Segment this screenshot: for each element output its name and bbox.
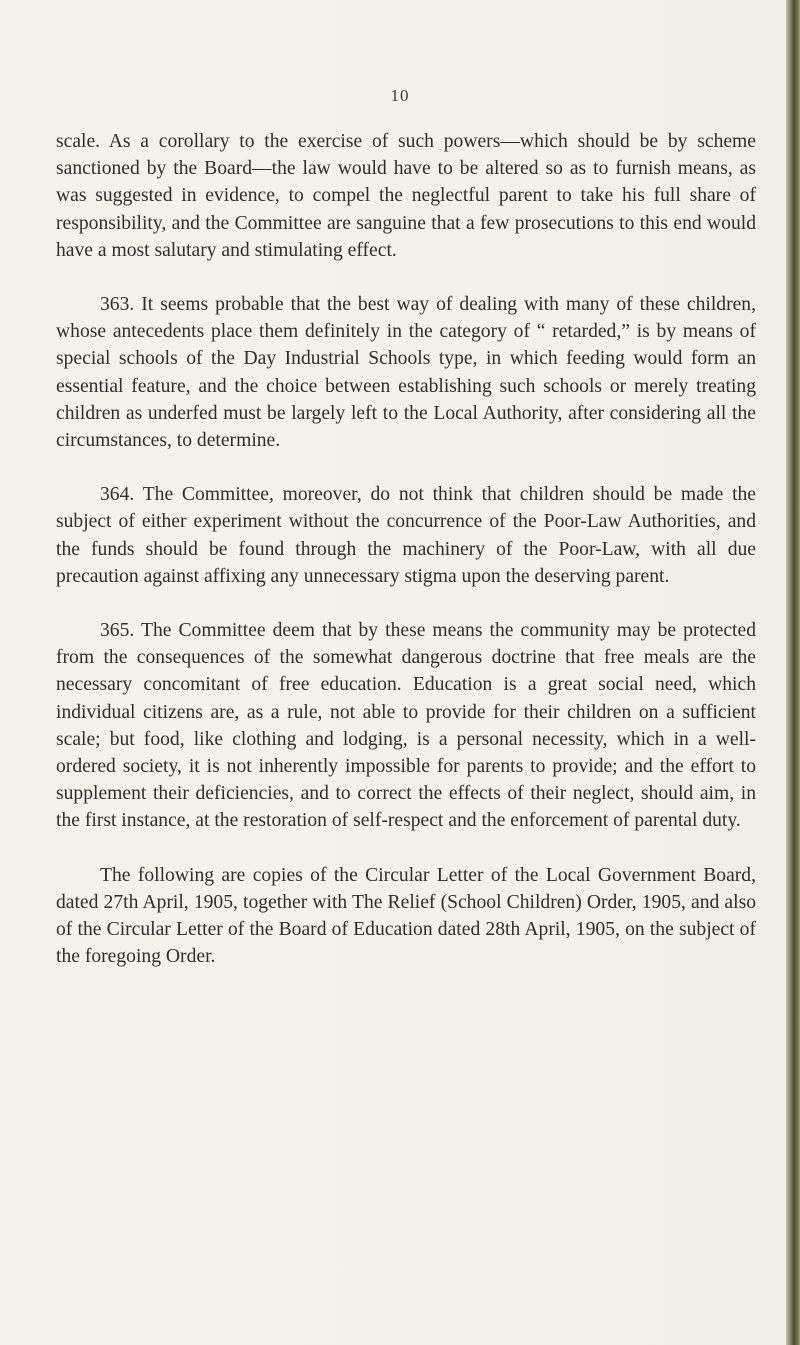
paragraph-text: The Committee deem that by these means the community may be protected from the consequences of the somewhat dangerous doctrine that free meals are the necessary concomitant of free education. Education is a great social need, which individual citizens are, as a rule, not able to provide for their children on a sufficient scale; but food, like clothing and lodging, is a personal necessity, which in a well-ordered society, it is not inherently impossible for parents to provide; and the effort to supplement their deficiencies, and to correct the effects of their neglect, should aim, in the first instance, at the restoration of self-respect and the enforcement of parental duty. [56, 620, 756, 832]
paragraph-365 [56, 617, 756, 835]
paragraph-text: The Committee, moreover, do not think that children should be made the subject of either experiment without the concurrence of the Poor-Law Authorities, and the funds should be found through the machinery of the Poor-Law, with all due precaution against affixing any unnecessary stigma upon the deserving parent. [56, 484, 757, 587]
paragraph-continuation [56, 128, 756, 264]
paragraph-363 [56, 291, 756, 454]
page-number: 10 [390, 86, 410, 105]
paragraph-364 [56, 481, 756, 590]
paragraph-closing-note [56, 862, 756, 971]
paragraph-number: 363. [100, 294, 135, 316]
paragraph-text: It seems probable that the best way of dealing with many of these children, whose antecedents place them definitely in the category of “ retarded,” is by means of special schools of the Day Industrial Schools type, in which feeding would form an essential feature, and the choice between establishing such schools or merely treating children as underfed must be largely left to the Local Authority, after considering all the circumstances, to determine. [56, 294, 756, 452]
paragraph-number: 365. [100, 620, 135, 642]
paragraph-text: The following are copies of the Circular Letter of the Local Government Board, dated 27th April, 1905, together with The Relief (School Children) Order, 1905, and also of the Circular Letter of the Board of Education dated 28th April, 1905, on the subject of the foregoing Order. [56, 864, 756, 968]
paragraph-number: 364. [100, 484, 135, 506]
page-binding-edge [786, 0, 800, 1345]
body-text [56, 128, 756, 997]
paragraph-text: scale. As a corollary to the exercise of such powers—which should be by scheme sanctioned by the Board—the law would have to be altered so as to furnish means, as was suggested in evidence, to compel the neglectful parent to take his full share of responsibility, and the Committee are sanguine that a few prosecutions to this end would have a most salutary and stimulating effect. [56, 131, 756, 261]
